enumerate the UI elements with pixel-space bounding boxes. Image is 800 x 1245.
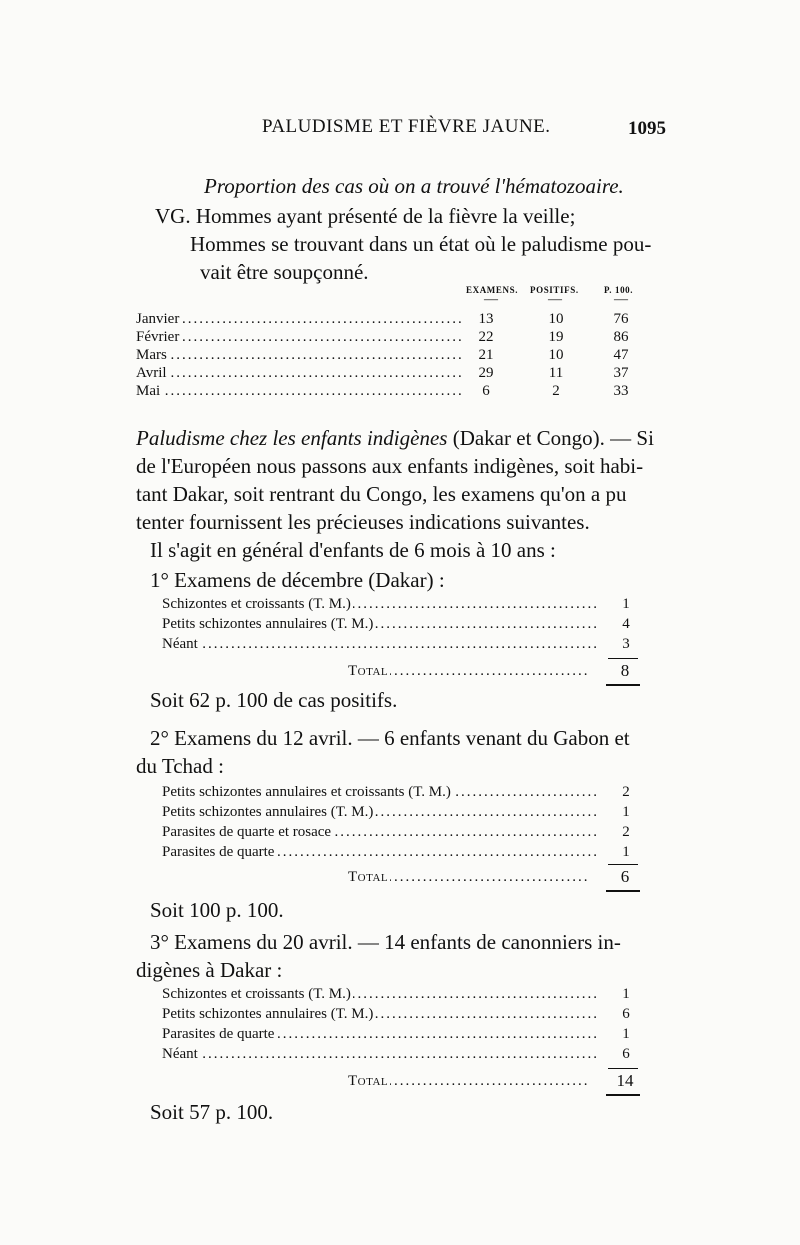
sum-rule bbox=[608, 658, 638, 659]
paragraph-line: tenter fournissent les précieuses indications suivantes. bbox=[136, 510, 590, 534]
paragraph-line bbox=[136, 424, 654, 452]
item-value: 1 bbox=[622, 1026, 630, 1042]
paragraph-line: de l'Européen nous passons aux enfants indigènes, soit habi- bbox=[136, 454, 644, 478]
paragraph-line: VG. Hommes ayant présenté de la fièvre la veille; bbox=[155, 204, 576, 228]
item-label: Petits schizontes annulaires et croissants (T. M.) bbox=[162, 784, 451, 800]
running-head: PALUDISME ET FIÈVRE JAUNE. bbox=[262, 116, 551, 137]
item-label: Parasites de quarte bbox=[162, 1026, 275, 1042]
column-header-positifs: POSITIFS. bbox=[530, 285, 579, 295]
exam-heading: 2° Examens du 12 avril. — 6 enfants venant du Gabon et bbox=[150, 726, 630, 750]
total-value: 8 bbox=[620, 661, 630, 680]
table-row bbox=[136, 346, 646, 364]
list-item bbox=[162, 614, 642, 634]
total-label: Total bbox=[348, 869, 389, 885]
sum-rule bbox=[608, 1068, 638, 1069]
column-dash: — bbox=[614, 292, 628, 307]
item-value: 3 bbox=[622, 636, 630, 652]
p100-value: 86 bbox=[613, 329, 629, 345]
positifs-value: 10 bbox=[548, 311, 564, 327]
paragraph-line: vait être soupçonné. bbox=[200, 260, 369, 284]
exam-heading: 3° Examens du 20 avril. — 14 enfants de canonniers in- bbox=[150, 930, 621, 954]
list-item bbox=[162, 782, 642, 802]
total-label: Total bbox=[348, 663, 389, 679]
month-label: Avril bbox=[136, 365, 167, 381]
positifs-value: 11 bbox=[548, 365, 564, 381]
total-value: 14 bbox=[616, 1071, 634, 1090]
item-value: 1 bbox=[622, 844, 630, 860]
total-row bbox=[348, 866, 648, 888]
examens-value: 13 bbox=[478, 311, 494, 327]
conclusion: Soit 62 p. 100 de cas positifs. bbox=[150, 688, 398, 712]
month-label: Mars bbox=[136, 347, 167, 363]
paragraph-line: Il s'agit en général d'enfants de 6 mois à 10 ans : bbox=[150, 538, 556, 562]
item-value: 1 bbox=[622, 986, 630, 1002]
list-item bbox=[162, 1024, 642, 1044]
list-item bbox=[162, 802, 642, 822]
month-label: Janvier bbox=[136, 311, 180, 327]
item-value: 1 bbox=[622, 596, 630, 612]
total-label: Total bbox=[348, 1073, 389, 1089]
list-item bbox=[162, 594, 642, 614]
positifs-value: 2 bbox=[552, 383, 560, 399]
total-underline bbox=[606, 684, 640, 686]
exam-heading: digènes à Dakar : bbox=[136, 958, 283, 982]
item-value: 4 bbox=[622, 616, 630, 632]
examens-value: 22 bbox=[478, 329, 494, 345]
p100-value: 33 bbox=[613, 383, 629, 399]
item-label: Néant bbox=[162, 1046, 198, 1062]
sum-rule bbox=[608, 864, 638, 865]
item-label: Parasites de quarte et rosace bbox=[162, 824, 332, 840]
conclusion: Soit 57 p. 100. bbox=[150, 1100, 274, 1124]
table-row bbox=[136, 364, 646, 382]
column-header-examens: EXAMENS. bbox=[466, 285, 519, 295]
total-value: 6 bbox=[620, 867, 630, 886]
list-item bbox=[162, 634, 642, 654]
table-caption: Proportion des cas où on a trouvé l'hématozoaire. bbox=[204, 174, 624, 198]
item-label: Néant bbox=[162, 636, 198, 652]
item-value: 6 bbox=[622, 1006, 630, 1022]
column-dash: — bbox=[484, 292, 498, 307]
item-label: Parasites de quarte bbox=[162, 844, 275, 860]
item-value: 6 bbox=[622, 1046, 630, 1062]
item-value: 2 bbox=[622, 784, 630, 800]
exam-heading: 1° Examens de décembre (Dakar) : bbox=[150, 568, 445, 592]
p100-value: 76 bbox=[613, 311, 629, 327]
table-row bbox=[136, 328, 646, 346]
table-row bbox=[136, 310, 646, 328]
item-value: 2 bbox=[622, 824, 630, 840]
table-row bbox=[136, 382, 646, 400]
exam-heading: du Tchad : bbox=[136, 754, 224, 778]
list-item bbox=[162, 1004, 642, 1024]
total-row bbox=[348, 1070, 648, 1092]
paragraph-line: tant Dakar, soit rentrant du Congo, les examens qu'on a pu bbox=[136, 482, 627, 506]
item-label: Schizontes et croissants (T. M.) bbox=[162, 986, 351, 1002]
examens-value: 21 bbox=[478, 347, 494, 363]
list-item bbox=[162, 822, 642, 842]
total-row bbox=[348, 660, 648, 682]
column-dash: — bbox=[548, 292, 562, 307]
total-underline bbox=[606, 890, 640, 892]
item-label: Petits schizontes annulaires (T. M.) bbox=[162, 616, 374, 632]
positifs-value: 10 bbox=[548, 347, 564, 363]
item-label: Petits schizontes annulaires (T. M.) bbox=[162, 1006, 374, 1022]
paragraph-text: (Dakar et Congo). — Si bbox=[447, 426, 654, 450]
run-in-heading: Paludisme chez les enfants indigènes bbox=[136, 426, 448, 450]
item-label: Schizontes et croissants (T. M.) bbox=[162, 596, 351, 612]
paragraph-line: Hommes se trouvant dans un état où le paludisme pou- bbox=[190, 232, 652, 256]
positifs-value: 19 bbox=[548, 329, 564, 345]
list-item bbox=[162, 1044, 642, 1064]
item-label: Petits schizontes annulaires (T. M.) bbox=[162, 804, 374, 820]
page-number: 1095 bbox=[628, 118, 666, 139]
month-label: Février bbox=[136, 329, 180, 345]
conclusion: Soit 100 p. 100. bbox=[150, 898, 284, 922]
p100-value: 37 bbox=[613, 365, 629, 381]
month-label: Mai bbox=[136, 383, 161, 399]
total-underline bbox=[606, 1094, 640, 1096]
p100-value: 47 bbox=[613, 347, 629, 363]
list-item bbox=[162, 842, 642, 862]
item-value: 1 bbox=[622, 804, 630, 820]
column-header-p100: P. 100. bbox=[604, 285, 634, 295]
examens-value: 6 bbox=[482, 383, 490, 399]
examens-value: 29 bbox=[478, 365, 494, 381]
list-item bbox=[162, 984, 642, 1004]
